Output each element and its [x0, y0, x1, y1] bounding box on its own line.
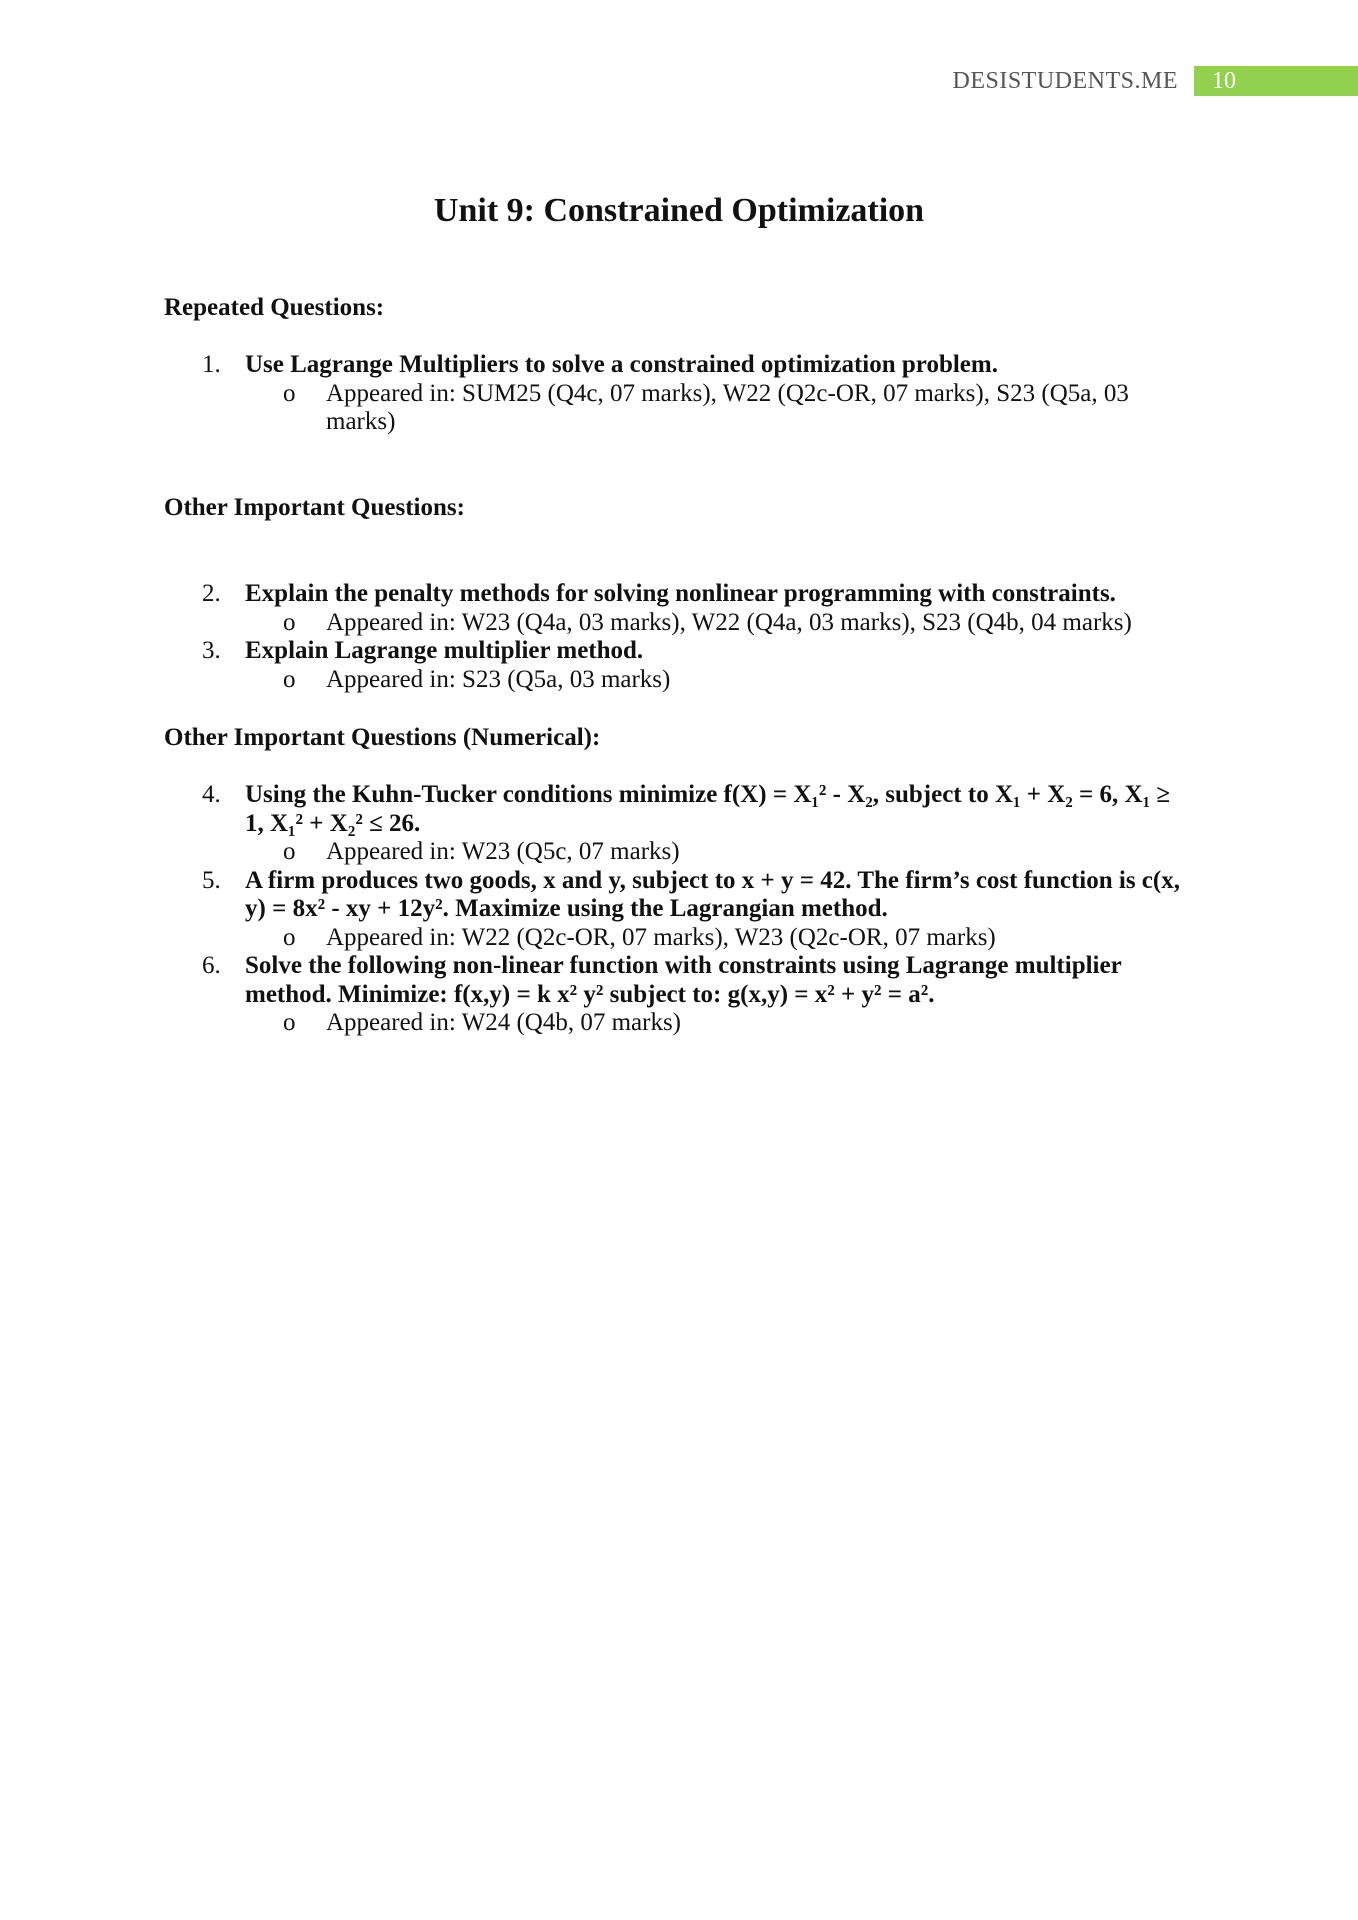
bullet-marker: o [283, 923, 296, 951]
question-list-other [164, 580, 1194, 694]
question-number: 6. [202, 952, 221, 979]
page-title: Unit 9: Constrained Optimization [433, 192, 925, 229]
section-heading-numerical: Other Important Questions (Numerical): [164, 724, 601, 751]
page-number: 10 [1194, 66, 1358, 96]
bullet-marker: o [283, 608, 296, 636]
question-text: Using the Kuhn-Tucker conditions minimize f(X) = X₁² - X₂, subject to X₁ + X₂ = 6, X₁ ≥ 1, X₁² + X₂² ≤ 26. [245, 781, 1171, 837]
appeared-in-row [245, 838, 1194, 867]
appeared-in-text: Appeared in: W22 (Q2c-OR, 07 marks), W23 (Q2c-OR, 07 marks) [326, 923, 996, 951]
appeared-in-row [245, 609, 1194, 638]
appeared-in-text: Appeared in: SUM25 (Q4c, 07 marks), W22 (Q2c-OR, 07 marks), S23 (Q5a, 03 marks) [326, 379, 1129, 435]
appeared-in-row [245, 380, 1194, 437]
bullet-marker: o [283, 379, 296, 407]
question-list-repeated [164, 351, 1194, 437]
appeared-in-text: Appeared in: W23 (Q4a, 03 marks), W22 (Q4a, 03 marks), S23 (Q4b, 04 marks) [326, 608, 1132, 636]
question-number: 2. [202, 580, 221, 607]
appeared-in-row [245, 1009, 1194, 1038]
question-number: 4. [202, 781, 221, 808]
question-text: Explain the penalty methods for solving nonlinear programming with constraints. [245, 580, 1116, 607]
question-item [164, 867, 1194, 953]
section-heading-repeated: Repeated Questions: [164, 294, 385, 321]
question-item [164, 781, 1194, 867]
question-text: A firm produces two goods, x and y, subject to x + y = 42. The firm’s cost function is c(x, y) = 8x² - xy + 12y². Maximize using the Lagrangian method. [245, 866, 1180, 922]
bullet-marker: o [283, 1009, 296, 1036]
question-item [164, 952, 1194, 1038]
bullet-marker: o [283, 665, 296, 693]
question-number: 5. [202, 866, 221, 894]
question-item [164, 580, 1194, 637]
question-list-numerical [164, 781, 1194, 1038]
question-number: 3. [202, 637, 221, 664]
appeared-in-row [245, 924, 1194, 953]
question-item [164, 637, 1194, 694]
site-name: DESISTUDENTS.ME [952, 67, 1178, 94]
question-text: Use Lagrange Multipliers to solve a constrained optimization problem. [245, 351, 998, 378]
question-item [164, 351, 1194, 437]
question-text: Solve the following non-linear function with constraints using Lagrange multiplier method. Minimize: f(x,y) = k x² y² subject to: g(x,y) = x² + y² = a². [245, 952, 1122, 1008]
appeared-in-text: Appeared in: S23 (Q5a, 03 marks) [326, 665, 671, 693]
appeared-in-row [245, 666, 1194, 695]
page-header [952, 66, 1358, 96]
section-heading-other: Other Important Questions: [164, 494, 465, 521]
question-text: Explain Lagrange multiplier method. [245, 637, 644, 664]
question-number: 1. [202, 351, 221, 378]
appeared-in-text: Appeared in: W23 (Q5c, 07 marks) [326, 838, 680, 865]
bullet-marker: o [283, 838, 296, 865]
appeared-in-text: Appeared in: W24 (Q4b, 07 marks) [326, 1009, 682, 1036]
